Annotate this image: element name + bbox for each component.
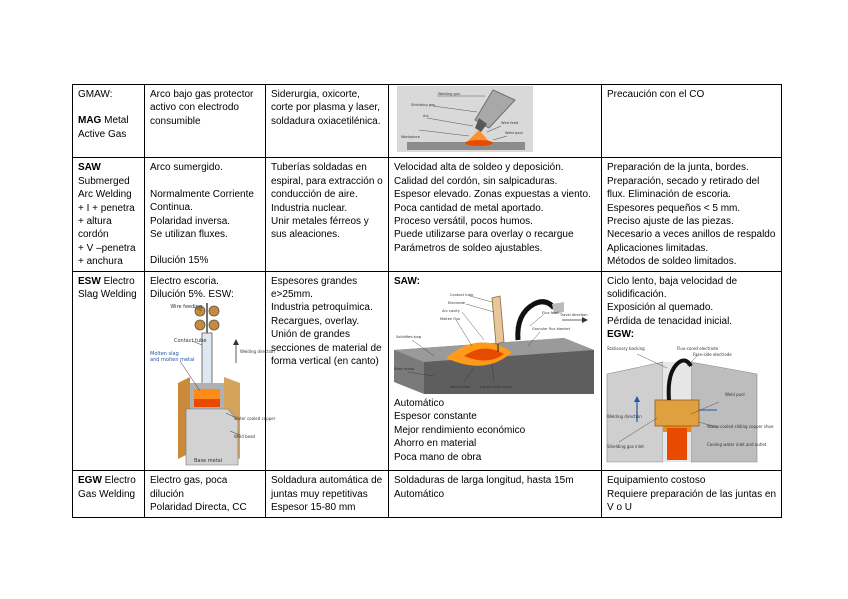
description-text: Arco bajo gas protector activo con electrodo consumible: [150, 89, 254, 127]
applications-cell: [266, 85, 389, 158]
figure-label: Travel direction: [560, 313, 588, 318]
process-note: + anchura: [78, 256, 123, 268]
process-abbr: SAW: [78, 162, 101, 174]
figure-label: Granular flux blanket: [532, 327, 570, 332]
applications-text: Tuberías soldadas en espiral, para extracción o conducción de aire.: [271, 162, 383, 201]
advantage-item: Espesor constante: [394, 411, 477, 423]
process-note: cordón: [78, 229, 109, 241]
description-text: Polaridad Directa, CC: [150, 502, 247, 514]
applications-text: Siderurgia, oxicorte, corte por plasma y laser, soldadura oxiacetilénica.: [271, 89, 381, 127]
advantage-item: Puede utilizarse para overlay o recargue: [394, 229, 574, 241]
esw-diagram: [150, 303, 276, 468]
notes-cell: [602, 471, 782, 517]
process-abbr: MAG: [78, 115, 102, 127]
figure-label: and molten metal: [150, 357, 195, 364]
drawback-item: Equipamiento costoso: [607, 475, 706, 487]
drawback-item: Espesores pequeños < 5 mm.: [607, 202, 741, 214]
advantage-item: Mejor rendimiento económico: [394, 424, 526, 436]
advantage-item: Automático: [394, 398, 445, 410]
table-row-egw: [73, 471, 782, 517]
advantages-cell: [389, 158, 602, 271]
notes-cell: [602, 85, 782, 158]
description-text: Electro gas, poca dilución: [150, 475, 228, 500]
drawback-item: Preciso ajuste de las piezas.: [607, 216, 734, 228]
process-note: + I + penetra: [78, 202, 135, 214]
figure-label: Base metal: [394, 367, 415, 372]
figure-label: Arc cavity: [442, 309, 460, 314]
figure-label: Wire feed: [501, 121, 519, 125]
process-cell: [73, 471, 145, 517]
applications-text: Unir metales férreos y sus aleaciones.: [271, 216, 369, 241]
figure-label: Shielding gas: [411, 103, 436, 107]
process-note: + V –penetra: [78, 242, 136, 254]
description-cell: [145, 85, 266, 158]
description-text: Continua.: [150, 202, 193, 214]
process-abbr: EGW: [78, 475, 102, 487]
table-row-esw: [73, 271, 782, 471]
process-name: Gas Welding: [78, 488, 136, 500]
figure-label: Arc: [423, 114, 429, 118]
process-cell: [73, 85, 145, 158]
advantages-cell: [389, 471, 602, 517]
description-text: Electro escoria.: [150, 275, 219, 287]
figure-label: Shielding gas inlet: [607, 443, 644, 449]
description-cell: [145, 471, 266, 517]
figure-label: Workpiece: [401, 135, 420, 139]
gmaw-diagram: [397, 86, 533, 152]
figure-label: Liquid weld metal: [480, 385, 512, 390]
applications-text: Unión de grandes secciones de material de forma vertical (en canto): [271, 329, 382, 368]
advantage-item: Parámetros de soldeo ajustables.: [394, 242, 543, 254]
notes-cell: [602, 158, 782, 271]
table-row-gmaw: [73, 85, 782, 158]
figure-label: Weld metal: [450, 385, 471, 390]
description-text: Polaridad inversa.: [150, 215, 231, 227]
description-text: Dilución 15%: [150, 255, 209, 267]
applications-text: Soldadura automática de juntas muy repetitivas: [271, 475, 383, 500]
advantage-item: Calidad del cordón, sin salpicaduras.: [394, 175, 558, 187]
applications-text: Industria nuclear.: [271, 202, 348, 214]
applications-text: Industria petroquímica.: [271, 302, 373, 314]
egw-diagram: [607, 344, 774, 462]
figure-label: Water-cooled sliding copper shoe: [707, 423, 774, 429]
egw-heading: EGW:: [607, 329, 635, 341]
figure-label: Welding direction: [240, 349, 275, 355]
figure-label: Base metal: [194, 458, 223, 465]
applications-text: Espesor 15-80 mm: [271, 502, 356, 514]
advantage-item: Automático: [394, 488, 445, 500]
advantage-item: Poca cantidad de metal aportado.: [394, 202, 544, 214]
figure-label: Electrode: [448, 301, 465, 306]
saw-heading: SAW:: [394, 275, 420, 287]
process-name: Electro: [103, 275, 135, 287]
figure-label: Weld pool: [725, 391, 745, 397]
process-name: Electro: [104, 475, 136, 487]
drawback-item: Preparación de la junta, bordes.: [607, 162, 749, 174]
description-text: Dilución 5%. ESW:: [150, 289, 234, 301]
description-cell: [145, 271, 276, 471]
drawback-item: Exposición al quemado.: [607, 302, 714, 314]
process-cell: [73, 271, 145, 471]
advantages-cell: [389, 271, 602, 471]
figure-label: Welding direction: [607, 413, 642, 419]
drawback-item: Pérdida de tenacidad inicial.: [607, 315, 733, 327]
figure-label: Face-side electrode: [693, 351, 732, 357]
figure-label: Weld pool: [505, 131, 523, 135]
figure-label: Contact tube: [174, 338, 207, 345]
drawback-item: Preparación, secado y retirado del flux. Eliminación de escoria.: [607, 175, 760, 201]
advantage-item: Ahorro en material: [394, 438, 477, 450]
description-cell: [145, 158, 266, 271]
notes-text: Precaución con el CO: [607, 89, 705, 100]
figure-label: Welding gun: [438, 92, 461, 96]
notes-cell: [602, 271, 782, 471]
applications-cell: [266, 471, 389, 517]
figure-label: Stationary backing: [607, 345, 645, 351]
drawback-item: Ciclo lento, baja velocidad de solidificación.: [607, 275, 738, 301]
applications-text: Espesores grandes e>25mm.: [271, 275, 358, 301]
advantage-item: Velocidad alta de soldeo y deposición.: [394, 162, 564, 174]
drawback-item: Requiere preparación de las juntas en V o U: [607, 488, 776, 514]
description-text: Se utilizan fluxes.: [150, 229, 228, 241]
drawback-item: Necesario a veces anillos de respaldo: [607, 229, 776, 241]
process-name: Slag Welding: [78, 289, 137, 301]
welding-processes-table: [72, 84, 782, 518]
figure-label: Wire feeding: [170, 304, 202, 311]
drawback-item: Métodos de soldeo limitados.: [607, 256, 737, 268]
advantage-item: Proceso versátil, pocos humos.: [394, 216, 533, 228]
applications-cell: [266, 158, 389, 271]
process-name: Metal: [104, 115, 129, 127]
figure-label: Cooling water inlet and outlet: [707, 441, 767, 447]
description-text: Arco sumergido.: [150, 162, 223, 174]
process-name: Active Gas: [78, 128, 127, 140]
drawback-item: Aplicaciones limitadas.: [607, 242, 709, 254]
description-text: Normalmente Corriente: [150, 188, 254, 200]
advantage-item: Espesor elevado. Zonas expuestas a viento.: [394, 189, 591, 201]
figure-label: Water cooled copper: [234, 416, 276, 422]
process-cell: [73, 158, 145, 271]
applications-cell: [266, 271, 389, 471]
process-name: Arc Welding: [78, 189, 132, 201]
figure-label: Molten flux: [440, 317, 461, 322]
saw-diagram: [394, 290, 594, 394]
advantage-item: Soldaduras de larga longitud, hasta 15m: [394, 475, 574, 487]
figure-label: Contact tube: [450, 293, 474, 298]
figure-label: Flux feed: [542, 311, 559, 316]
applications-text: Recargues, overlay.: [271, 315, 360, 327]
figure-label: Molten slag: [150, 351, 179, 358]
process-note: + altura: [78, 216, 112, 228]
figure-label: Flux-cored electrode: [677, 345, 719, 351]
process-abbr: ESW: [78, 275, 101, 287]
figure-label: Weld bead: [234, 434, 256, 440]
advantage-item: Poca mano de obra: [394, 451, 482, 463]
figure-label: Solidified slag: [396, 335, 422, 340]
process-name: Submerged: [78, 175, 130, 187]
figure-cell: [389, 85, 602, 158]
table-row-saw: [73, 158, 782, 271]
process-tag: GMAW:: [78, 89, 113, 100]
